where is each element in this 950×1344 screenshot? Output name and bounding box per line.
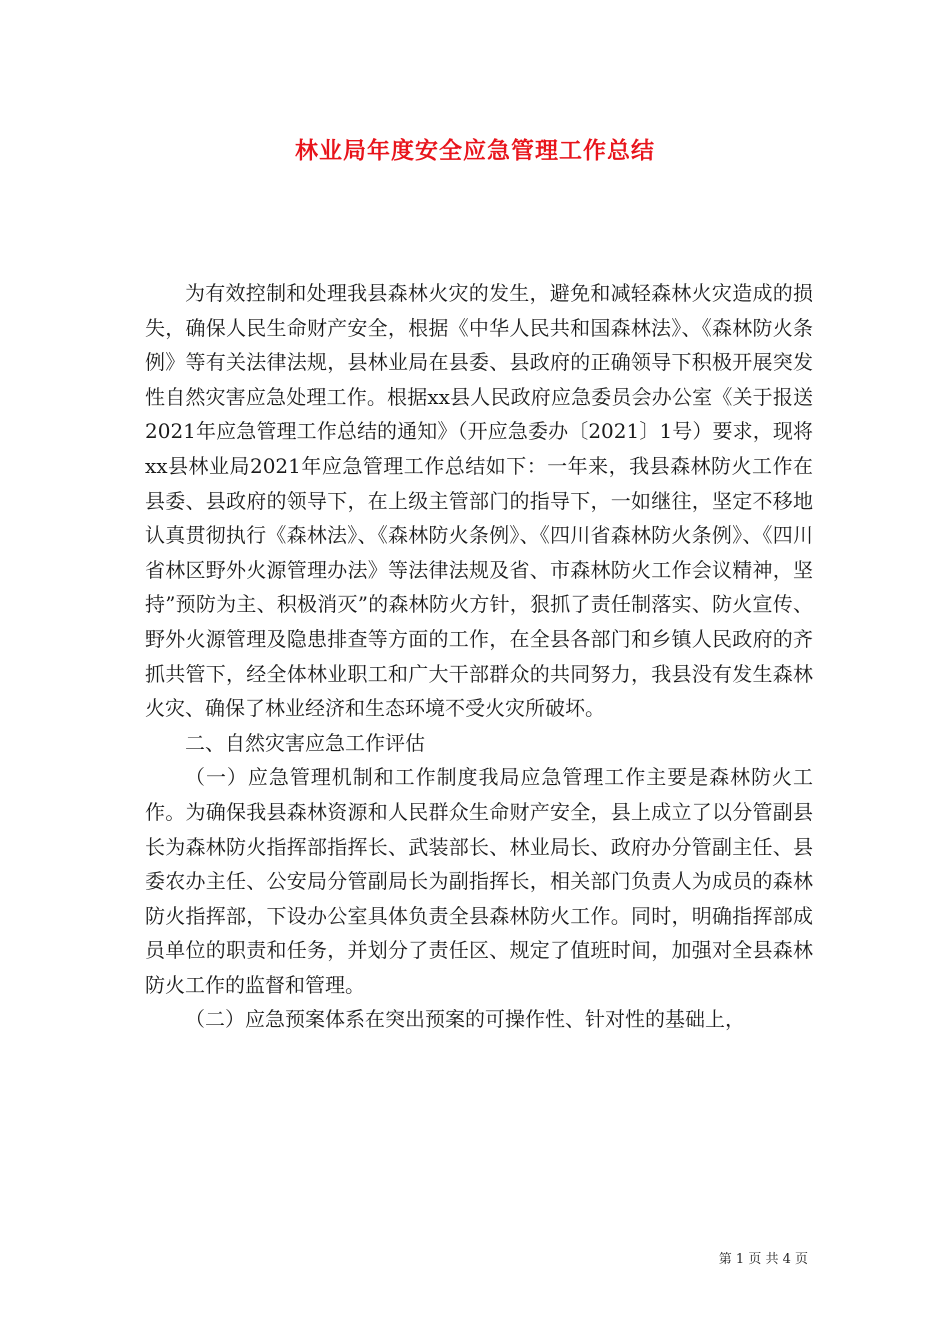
page-number-footer: 第 1 页 共 4 页 [718, 1252, 808, 1267]
body-paragraph: （一）应急管理机制和工作制度我局应急管理工作主要是森林防火工作。为确保我县森林资源和人民群众生命财产安全，县上成立了以分管副县长为森林防火指挥部指挥长、武装部长、林业局长、政府办分管副主任、县委农办主任、公安局分管副局长为副指挥长，相关部门负责人为成员的森林防火指挥部，下设办公室具体负责全县森林防火工作。同时，明确指挥部成员单位的职责和任务，并划分了责任区、规定了值班时间，加强对全县森林防火工作的监督和管理。 [145, 765, 813, 997]
body-paragraph: （二）应急预案体系在突出预案的可操作性、针对性的基础上， [185, 1007, 745, 1032]
document-body [145, 276, 813, 1037]
section-heading: 二、自然灾害应急工作评估 [185, 730, 425, 755]
document-title: 林业局年度安全应急管理工作总结 [295, 137, 655, 164]
body-paragraph: 为有效控制和处理我县森林火灾的发生，避免和减轻森林火灾造成的损失，确保人民生命财产安全，根据《中华人民共和国森林法》、《森林防火条例》等有关法律法规，县林业局在县委、县政府的正确领导下积极开展突发性自然灾害应急处理工作。根据xx县人民政府应急委员会办公室《关于报送2021年应急管理工作总结的通知》（开应急委办〔2021〕1号）要求，现将xx县林业局2021年应急管理工作总结如下：一年来，我县森林防火工作在县委、县政府的领导下，在上级主管部门的指导下，一如继往，坚定不移地认真贯彻执行《森林法》、《森林防火条例》、《四川省森林防火条例》、《四川省林区野外火源管理办法》等法律法规及省、市森林防火工作会议精神，坚持”预防为主、积极消灭”的森林防火方针，狠抓了责任制落实、防火宣传、野外火源管理及隐患排查等方面的工作，在全县各部门和乡镇人民政府的齐抓共管下，经全体林业职工和广大干部群众的共同努力，我县没有发生森林火灾、确保了林业经济和生态环境不受火灾所破坏。 [145, 281, 813, 721]
